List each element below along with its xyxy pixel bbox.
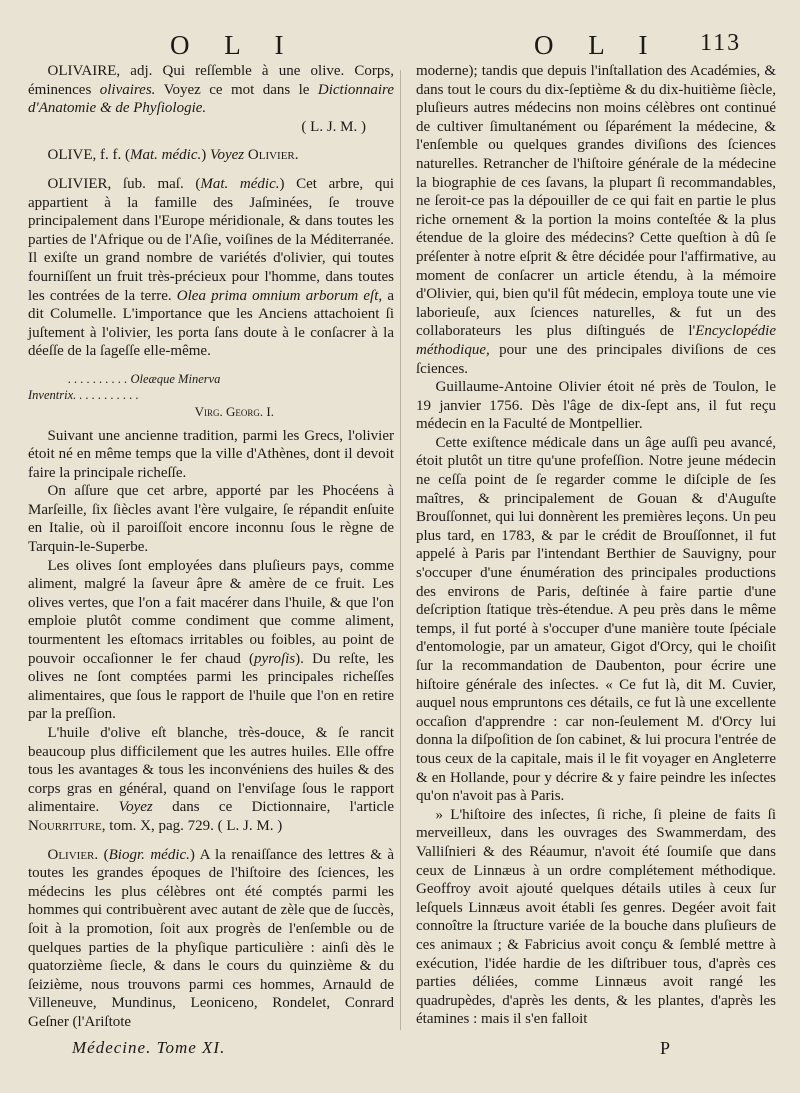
entry-headword: OLIVAIRE, (47, 63, 121, 79)
footer-volume: Médecine. Tome XI. (72, 1038, 226, 1057)
signature-mark: P (660, 1038, 672, 1058)
entry-olivaire: OLIVAIRE, adj. Qui reſſemble à une olive. Corps, éminences olivaires. Voyez ce mot dans le Dictionnaire d'Anatomie & de Phyſiologie. (28, 63, 394, 117)
page-number: 113 (700, 30, 742, 56)
paragraph: moderne); tandis que depuis l'inſtallation des Académies, & dans tout le cours du dix-ſeptième & du dix-huitième ſiècle, pluſieurs autres médecins non moins célèbres ont continué de cultiver ſimultanément ou ſéparément la médecine, & l'enſemble ou quelques grandes diviſions des ſciences naturelles. Retrancher de l'hiſtoire générale de la médecine la biographie de ces ſavans, la plupart ſi recommandables, ne ſeroit-ce pas la dépouiller de ce qui fait en partie le plus riche ornement & la portion la moins conteſtée & la plus étendue de la gloire des médecins? Cette queſtion à dû ſe préſenter à notre eſprit & être décidée pour l'affirmative, au moment de conſacrer un article étendu, à la mémoire d'Olivier, qui, bien qu'il fût médecin, employa toute une vie laborieuſe, aux ſciences naturelles, & fut un des collaborateurs les plus diſtingués de l'Encyclopédie méthodique, pour une des principales diviſions de ces ſciences. (416, 63, 776, 377)
entry-headword: OLIVIER, (47, 175, 112, 192)
verse-source: Virg. Georg. I. (194, 403, 274, 419)
entry-olivier: OLIVIER, ſub. maſ. (Mat. médic.) Cet arbre, qui appartient à la famille des Jaſminées, ſe trouve principalement dans l'Europe méridionale, & dans toutes les parties de l'Afrique ou de l'Aſie, voiſines de la Méditerranée. Il exiſte un grand nombre de variétés d'olivier, qui toutes fourniſſent un fruit très-précieux pour l'homme, dans toutes les contrées de la terre. Olea prima omnium arborum eſt, a dit Columelle. L'importance que les Anciens attachoient ſi juſtement à l'olivier, les porta ſans doute à le conſacrer à la déeſſe de la ſageſſe elle-même. (28, 175, 394, 360)
entry-headword: Olivier. (47, 846, 99, 863)
author-signature: ( L. J. M. ) (217, 817, 283, 834)
verse-line: Inventrix. . . . . . . . . . . (28, 387, 139, 402)
paragraph: Guillaume-Antoine Olivier étoit né près de Toulon, le 19 janvier 1756. Dès l'âge de dix-ſept ans, il fut reçu médecin en la Faculté de Montpellier. (416, 379, 776, 433)
right-column (416, 62, 776, 1029)
paragraph: Les olives ſont employées dans pluſieurs pays, comme aliment, malgré la ſaveur âpre & amère de ce fruit. Les olives vertes, que l'on a fait macérer dans l'huile, & que l'on emploie plutôt comme condiment que comme aliment, tourmentent les eſtomacs irritables ou foibles, au point de pouvoir occaſionner le fer chaud (pyroſis). Du reſte, les olives ne ſont comptées parmi les principales richeſſes alimentaires, que ſous le rapport de l'huile que l'on en retire par la preſſion. (28, 557, 394, 723)
column-divider (400, 70, 401, 1030)
verse-line: . . . . . . . . . . Oleæque Minerva (68, 371, 221, 386)
entry-olive: OLIVE, f. f. (Mat. médic.) Voyez Olivier. (47, 147, 299, 164)
paragraph: On aſſure que cet arbre, apporté par les Phocéens à Marſeille, ſix ſiècles avant l'ère vulgaire, ſe répandit enſuite en Italie, où il paroiſſoit encore inconnu ſous le règne de Tarquin-le-Superbe. (28, 483, 394, 556)
entry-headword: OLIVE, (47, 147, 97, 164)
left-column (28, 62, 394, 1032)
entry-olivier-biography: Olivier. (Biogr. médic.) A la renaiſſance des lettres & à toutes les grandes époques de l'hiſtoire des ſciences, les médecins les plus célèbres ont été comptés parmi les hommes qui contribuèrent avec autant de zèle que de ſuccès, ſoit à la promotion, ſoit aux progrès de l'enſemble ou de quelques parties de la phyſique particulière : ainſi dès le quatorzième ſiecle, & dans le cours du quinzième & du ſeizième, nous trouvons parmi ces hommes, Arnauld de Villeneuve, Mundinus, Leoniceno, Rondelet, Conrard Geſner (l'Ariſtote (28, 846, 394, 1030)
running-head-left: O L I (170, 30, 298, 60)
author-signature: ( L. J. M. ) (301, 118, 366, 135)
paragraph: Cette exiſtence médicale dans un âge auſſi peu avancé, étoit plutôt un titre qu'une profeſſion. Notre jeune médecin ne ceſſa point de ſe regarder comme le diſciple de ſes maîtres, & principalement de Gouan & d'Auguſte Brouſſonnet, qui lui donnèrent les premières leçons. Un peu plus tard, en 1783, & par le crédit de Brouſſonnet, il fut appelé à Paris par l'intendant Berthier de Sauvigny, pour s'occuper d'une énumération des principales productions des environs de Paris, deſtinée à faire partie d'une deſcription ſtatique très-étendue. A peu près dans le même temps, il fut porté à s'occuper d'une manière toute ſpéciale d'entomologie, par un amateur, Gigot d'Orcy, qui le choiſit ſur la recommandation de Daubenton, pour écrire une hiſtoire générale des inſectes. « Ce fut là, dit M. Cuvier, auquel nous empruntons ces détails, ce fut là une excellente occaſion d'apprendre : car non-ſeulement M. d'Orcy lui donna la diſpoſition de ſon cabinet, & lui procura l'entrée de tous ceux de la capitale, mais il le fit voyager en Angleterre & en Hollande, pour y décrire & y faire peindre les inſectes qu'on n'avoit pas à Paris. (416, 434, 776, 805)
running-head-right: O L I (534, 30, 662, 60)
paragraph: » L'hiſtoire des inſectes, ſi riche, ſi pleine de faits ſi merveilleux, dans les ouvrages des Swammerdam, des Valliſnieri & des Réaumur, n'avoit été ſoumiſe que dans ceux de Linnæus à un ordre complétement méthodique. Geoffroy avoit ajouté quelques détails utiles à ceux ſur leſquels Linnæus avoit établi ſes genres. Degéer avoit fait connoître la ſtructure variée de la bouche dans pluſieurs de ces animaux ; & Fabricius avoit conçu & ſemblé mettre à exécution, l'idée hardie de les diſtribuer tous, d'après ces parties déliées, comme Linnæus avoit rangé les quadrupèdes, d'après les dents, & les plantes, d'après les étamines : mais il s'en falloit (416, 806, 776, 1028)
paragraph: Suivant une ancienne tradition, parmi les Grecs, l'olivier étoit né en même temps que la ville d'Athènes, dont il devoit faire la principale richeſſe. (28, 427, 394, 481)
paragraph: L'huile d'olive eſt blanche, très-douce, & ſe rancit beaucoup plus difficilement que les autres huiles. Elle offre tous les avantages & tous les inconvéniens des huiles & des corps gras en général, quand on l'enviſage ſous le rapport alimentaire. Voyez dans ce Dictionnaire, l'article Nourriture, tom. X, pag. 729. ( L. J. M. ) (28, 725, 395, 834)
